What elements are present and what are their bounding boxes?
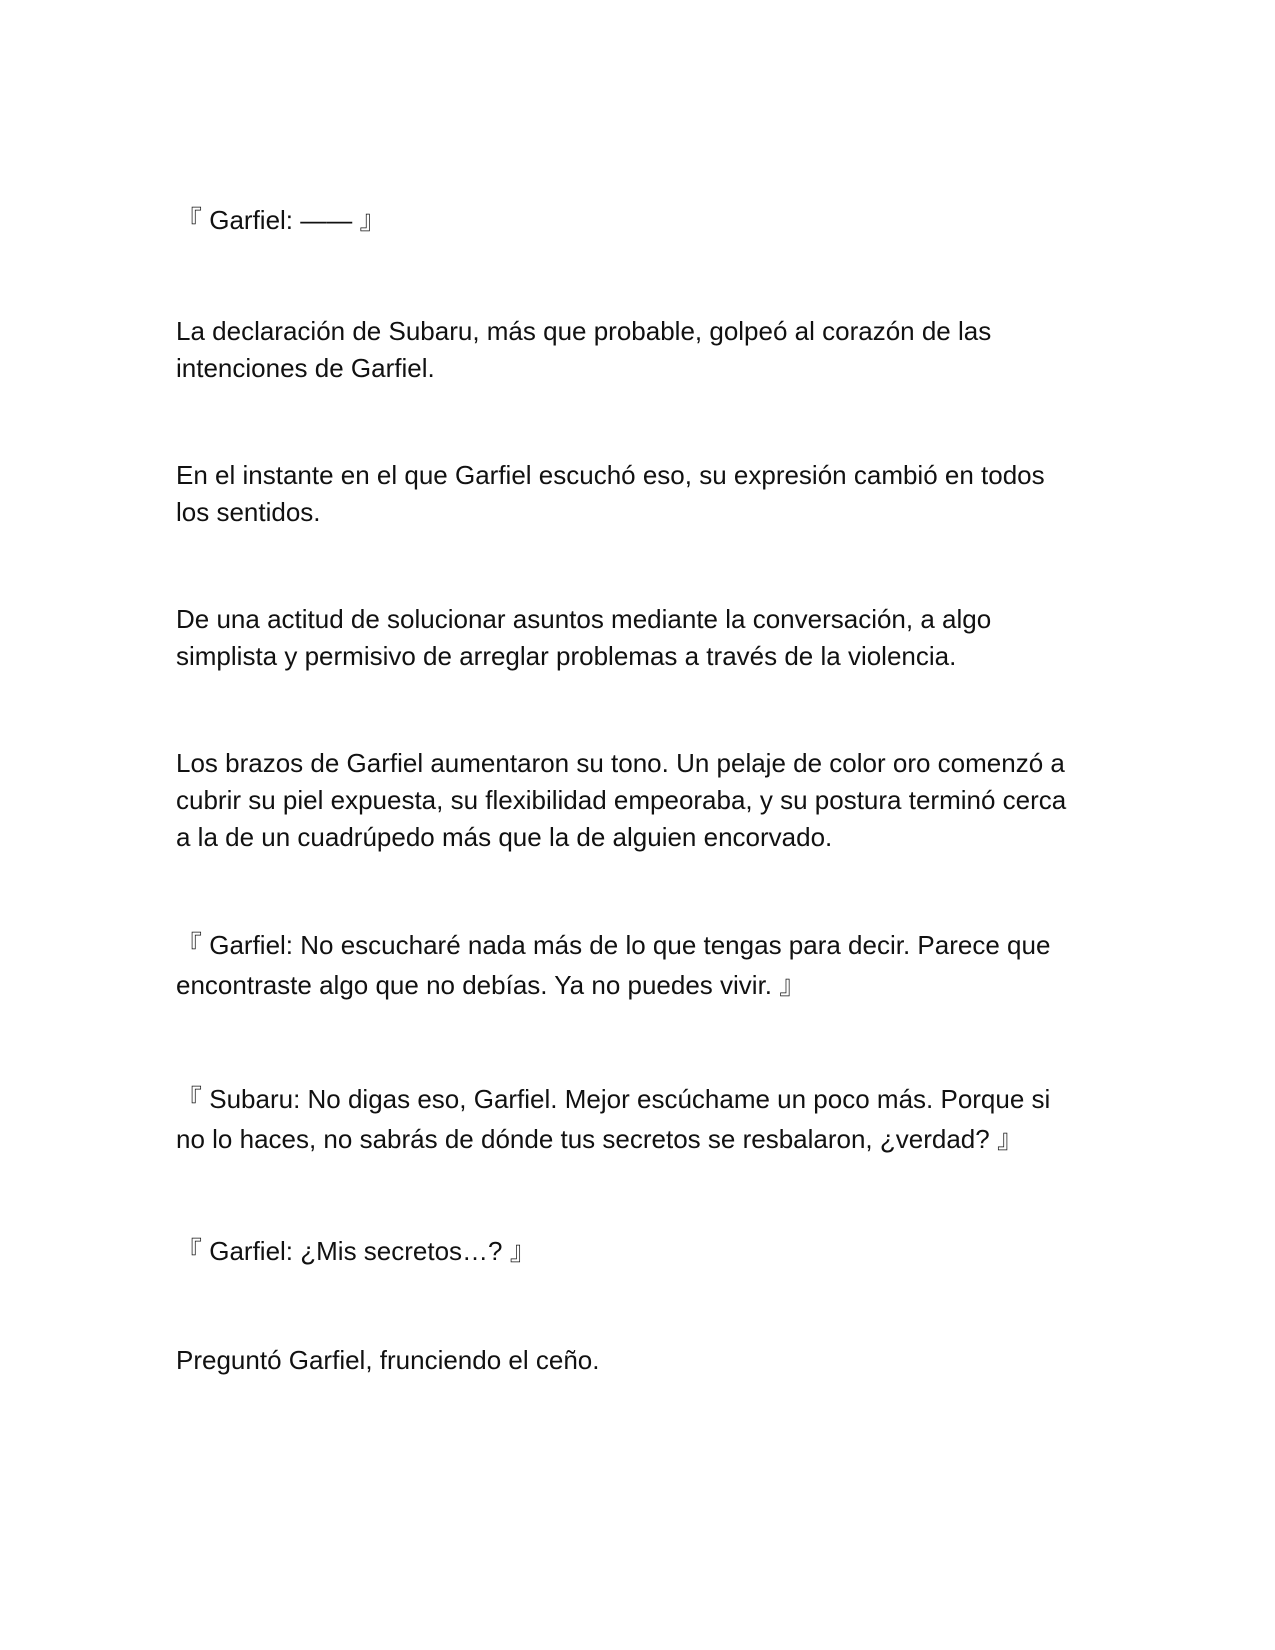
narration-line: los sentidos. [176,497,321,527]
dialogue-line-garfiel-1: 『 Garfiel: —— 』 [176,205,386,235]
dialogue-line-subaru: 『 Subaru: No digas eso, Garfiel. Mejor escúchame un poco más. Porque si [176,1084,1051,1114]
narration-line: simplista y permisivo de arreglar problemas a través de la violencia. [176,641,957,671]
dialogue-line-subaru: no lo haces, no sabrás de dónde tus secretos se resbalaron, ¿verdad? 』 [176,1124,1023,1154]
narration-line: cubrir su piel expuesta, su flexibilidad empeoraba, y su postura terminó cerca [176,785,1067,815]
narration-line: Preguntó Garfiel, frunciendo el ceño. [176,1345,600,1375]
dialogue-line-garfiel-3: 『 Garfiel: ¿Mis secretos…? 』 [176,1236,536,1266]
dialogue-line-garfiel-2: encontraste algo que no debías. Ya no puedes vivir. 』 [176,970,806,1000]
narration-line: En el instante en el que Garfiel escuchó eso, su expresión cambió en todos [176,460,1045,490]
narration-line: La declaración de Subaru, más que probable, golpeó al corazón de las [176,316,992,346]
narration-line: Los brazos de Garfiel aumentaron su tono. Un pelaje de color oro comenzó a [176,748,1065,778]
narration-line: De una actitud de solucionar asuntos mediante la conversación, a algo [176,604,992,634]
narration-line: a la de un cuadrúpedo más que la de alguien encorvado. [176,822,833,852]
narration-line: intenciones de Garfiel. [176,353,435,383]
dialogue-line-garfiel-2: 『 Garfiel: No escucharé nada más de lo que tengas para decir. Parece que [176,930,1051,960]
